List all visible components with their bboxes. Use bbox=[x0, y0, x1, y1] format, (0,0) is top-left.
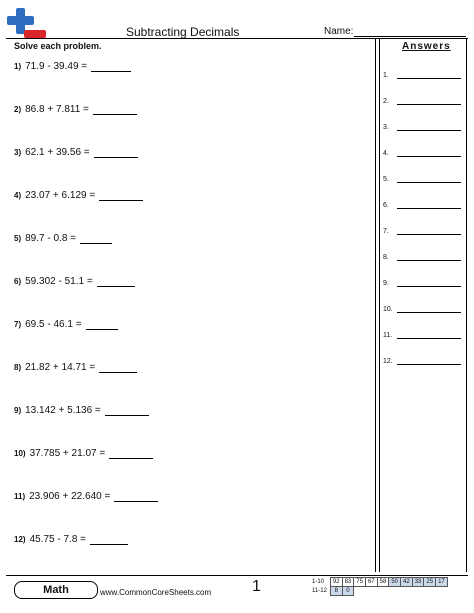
problem-expression: 37.785 + 21.07 = bbox=[29, 448, 106, 459]
answer-blank[interactable] bbox=[93, 104, 137, 115]
answer-line-12[interactable] bbox=[397, 364, 461, 365]
problem-expression: 23.07 + 6.129 = bbox=[25, 190, 96, 201]
problem-number: 1) bbox=[14, 62, 22, 71]
answer-line-8[interactable] bbox=[397, 260, 461, 261]
score-row-label: 11-12 bbox=[312, 588, 327, 594]
problem-expression: 21.82 + 14.71 = bbox=[25, 362, 96, 373]
answer-blank[interactable] bbox=[97, 276, 135, 287]
score-cell: 83 bbox=[342, 578, 354, 587]
problem-expression: 23.906 + 22.640 = bbox=[29, 491, 111, 502]
answer-blank[interactable] bbox=[109, 448, 153, 459]
answer-blank[interactable] bbox=[114, 491, 158, 502]
answer-line-3[interactable] bbox=[397, 130, 461, 131]
problem-expression: 13.142 + 5.136 = bbox=[25, 405, 101, 416]
score-cell: 0 bbox=[342, 587, 354, 596]
answer-line-6[interactable] bbox=[397, 208, 461, 209]
answer-label-6: 6. bbox=[383, 202, 389, 209]
answer-label-8: 8. bbox=[383, 254, 389, 261]
answer-label-4: 4. bbox=[383, 150, 389, 157]
problem-10 bbox=[14, 448, 153, 459]
problem-1 bbox=[14, 61, 131, 72]
answer-label-1: 1. bbox=[383, 72, 389, 79]
score-cell: 42 bbox=[401, 578, 413, 587]
answer-label-11: 11. bbox=[383, 332, 393, 339]
problem-2 bbox=[14, 104, 137, 115]
answer-blank[interactable] bbox=[90, 534, 128, 545]
math-logo-icon bbox=[6, 8, 46, 40]
answer-line-2[interactable] bbox=[397, 104, 461, 105]
problem-number: 8) bbox=[14, 363, 22, 372]
page-number: 1 bbox=[252, 578, 261, 595]
problem-7 bbox=[14, 319, 118, 330]
problem-number: 11) bbox=[14, 492, 26, 501]
header-divider bbox=[6, 38, 468, 39]
answer-column-divider-right bbox=[379, 38, 380, 572]
score-cell: 17 bbox=[436, 578, 448, 587]
score-cell: 67 bbox=[365, 578, 377, 587]
website-link[interactable]: www.CommonCoreSheets.com bbox=[100, 588, 212, 597]
score-cell: 92 bbox=[330, 578, 342, 587]
answer-label-10: 10. bbox=[383, 306, 393, 313]
worksheet-title: Subtracting Decimals bbox=[126, 25, 240, 39]
answer-label-9: 9. bbox=[383, 280, 389, 287]
answer-label-2: 2. bbox=[383, 98, 389, 105]
answers-title: Answers bbox=[402, 41, 451, 52]
answer-column-divider-left bbox=[375, 38, 376, 572]
answer-label-7: 7. bbox=[383, 228, 389, 235]
problem-number: 4) bbox=[14, 191, 22, 200]
score-row-label: 1-10 bbox=[312, 579, 325, 585]
score-cell: 33 bbox=[412, 578, 424, 587]
answer-line-10[interactable] bbox=[397, 312, 461, 313]
problem-5 bbox=[14, 233, 112, 244]
answer-label-5: 5. bbox=[383, 176, 389, 183]
answer-blank[interactable] bbox=[99, 362, 137, 373]
answer-line-1[interactable] bbox=[397, 78, 461, 79]
answer-blank[interactable] bbox=[91, 61, 131, 72]
problem-number: 10) bbox=[14, 449, 26, 458]
problem-expression: 62.1 + 39.56 = bbox=[25, 147, 90, 158]
problem-number: 6) bbox=[14, 277, 22, 286]
problem-9 bbox=[14, 405, 149, 416]
score-cell: 50 bbox=[389, 578, 401, 587]
problem-6 bbox=[14, 276, 135, 287]
answer-line-11[interactable] bbox=[397, 338, 461, 339]
name-field[interactable] bbox=[354, 36, 466, 37]
problem-12 bbox=[14, 534, 128, 545]
problem-number: 7) bbox=[14, 320, 22, 329]
score-cell: 8 bbox=[330, 587, 342, 596]
problem-4 bbox=[14, 190, 143, 201]
problem-number: 2) bbox=[14, 105, 22, 114]
problem-expression: 86.8 + 7.811 = bbox=[25, 104, 89, 115]
problem-expression: 69.5 - 46.1 = bbox=[25, 319, 82, 330]
answer-blank[interactable] bbox=[94, 147, 138, 158]
score-row bbox=[310, 578, 447, 587]
score-cell: 75 bbox=[354, 578, 366, 587]
score-row bbox=[310, 587, 447, 596]
problem-expression: 59.302 - 51.1 = bbox=[25, 276, 93, 287]
problem-number: 9) bbox=[14, 406, 22, 415]
answer-label-12: 12. bbox=[383, 358, 393, 365]
answer-line-5[interactable] bbox=[397, 182, 461, 183]
problem-number: 5) bbox=[14, 234, 22, 243]
footer-divider bbox=[6, 575, 468, 576]
score-cell: 58 bbox=[377, 578, 389, 587]
page-right-border bbox=[466, 38, 467, 572]
answer-line-7[interactable] bbox=[397, 234, 461, 235]
problem-number: 3) bbox=[14, 148, 22, 157]
answer-blank[interactable] bbox=[99, 190, 143, 201]
answer-line-4[interactable] bbox=[397, 156, 461, 157]
problem-expression: 71.9 - 39.49 = bbox=[25, 61, 88, 72]
problem-number: 12) bbox=[14, 535, 26, 544]
problem-3 bbox=[14, 147, 138, 158]
subject-badge: Math bbox=[14, 581, 98, 599]
answer-blank[interactable] bbox=[80, 233, 112, 244]
minus-bar bbox=[24, 30, 46, 38]
instructions: Solve each problem. bbox=[14, 41, 102, 51]
answer-line-9[interactable] bbox=[397, 286, 461, 287]
problem-expression: 89.7 - 0.8 = bbox=[25, 233, 76, 244]
plus-horizontal-bar bbox=[7, 16, 34, 25]
problem-8 bbox=[14, 362, 137, 373]
answer-label-3: 3. bbox=[383, 124, 389, 131]
name-label: Name: bbox=[324, 26, 354, 37]
score-cell: 25 bbox=[424, 578, 436, 587]
answer-blank[interactable] bbox=[86, 319, 118, 330]
problem-expression: 45.75 - 7.8 = bbox=[29, 534, 86, 545]
score-table bbox=[310, 577, 448, 596]
answer-blank[interactable] bbox=[105, 405, 149, 416]
problem-11 bbox=[14, 491, 158, 502]
